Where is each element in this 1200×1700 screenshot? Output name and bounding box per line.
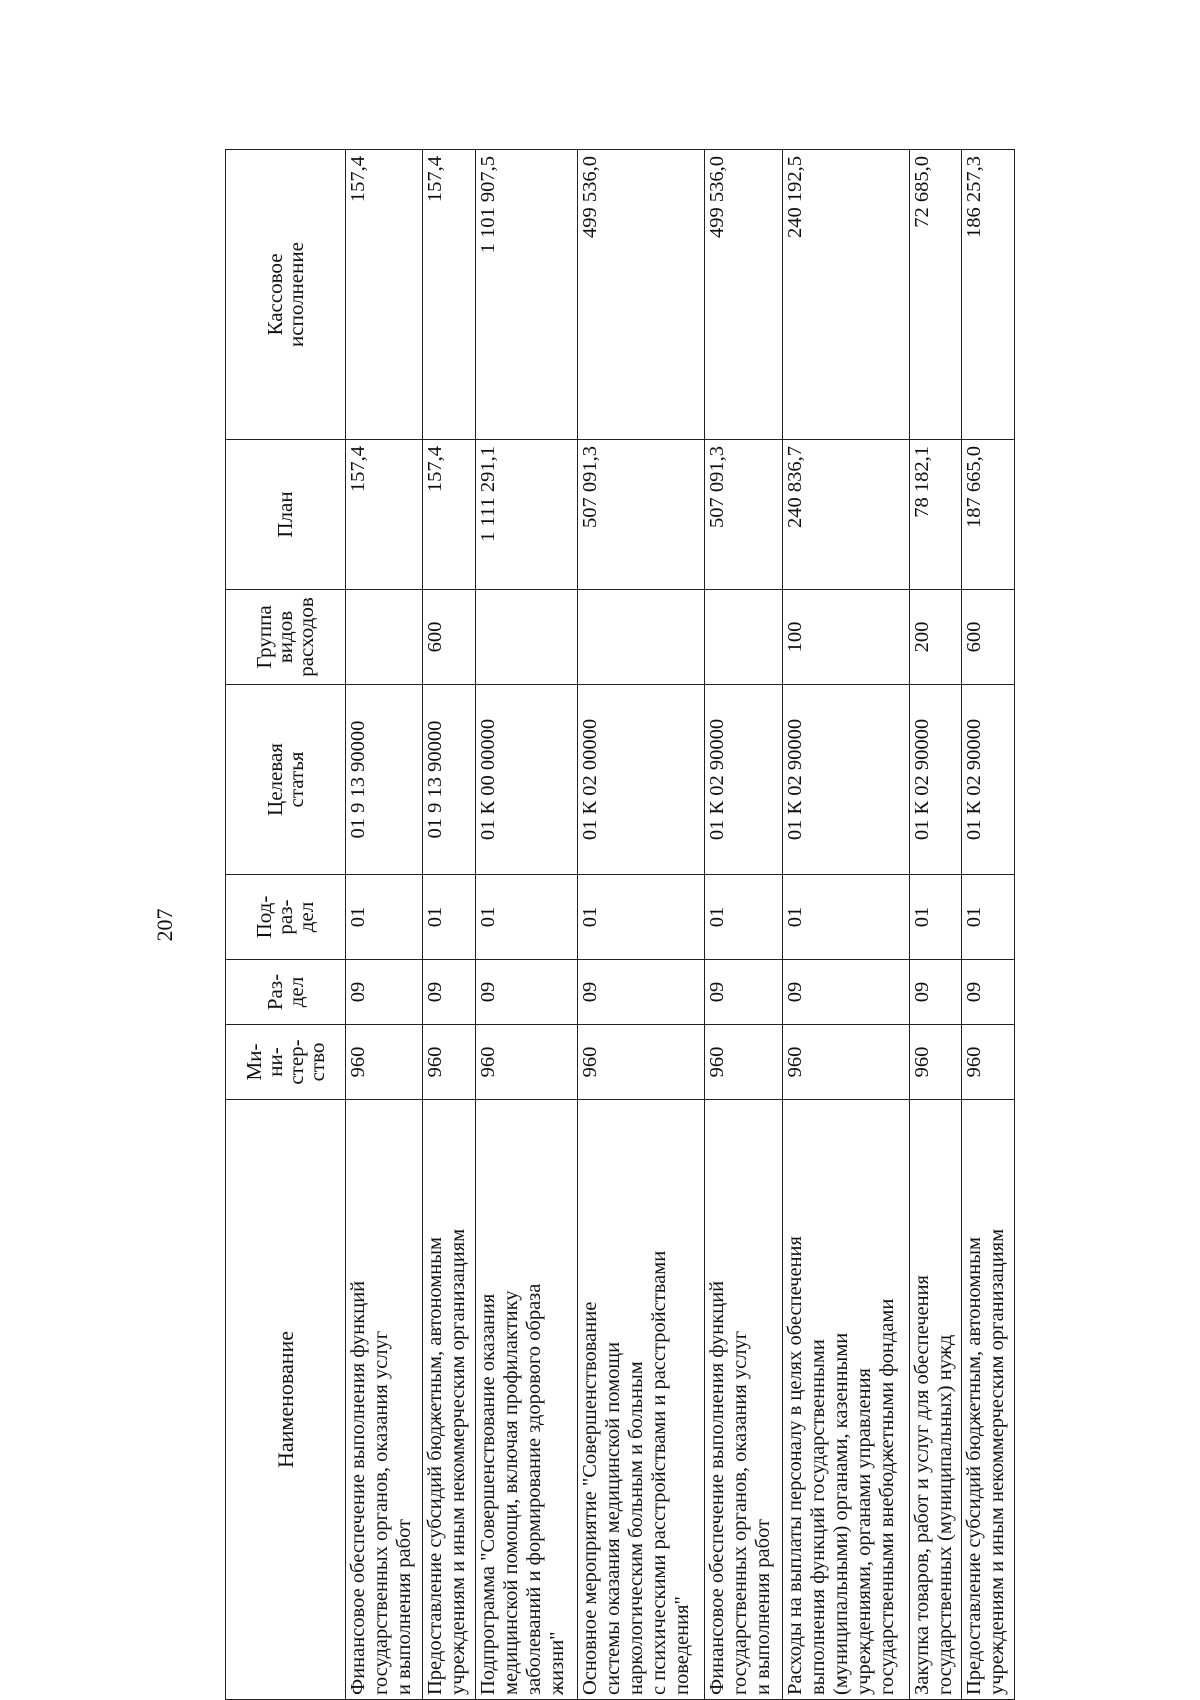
row-plan: 187 665,0 bbox=[962, 440, 1015, 590]
row-target: 01 К 02 90000 bbox=[909, 685, 962, 875]
row-name: Подпрограмма "Совершенствование оказания медицинской помощи, включая профилактику заболеваний и формирование здорового образа жизни" bbox=[476, 1100, 578, 1700]
row-name: Финансовое обеспечение выполнения функций государственных органов, оказания услуг и выполнения работ bbox=[705, 1100, 782, 1700]
row-section: 09 bbox=[476, 960, 578, 1025]
header-section: Раз- дел bbox=[226, 960, 346, 1025]
row-exec: 186 257,3 bbox=[962, 150, 1015, 440]
row-exec: 157,4 bbox=[423, 150, 476, 440]
table-row bbox=[962, 150, 1015, 1700]
row-exec: 499 536,0 bbox=[578, 150, 705, 440]
row-target: 01 К 02 90000 bbox=[782, 685, 909, 875]
table-row bbox=[476, 150, 578, 1700]
row-subsection: 01 bbox=[423, 875, 476, 960]
row-name: Закупка товаров, работ и услуг для обеспечения государственных (муниципальных) нужд bbox=[909, 1100, 962, 1700]
row-group: 600 bbox=[962, 590, 1015, 685]
header-exec: Кассовое исполнение bbox=[226, 150, 346, 440]
row-subsection: 01 bbox=[578, 875, 705, 960]
row-exec: 1 101 907,5 bbox=[476, 150, 578, 440]
row-exec: 499 536,0 bbox=[705, 150, 782, 440]
row-ministry: 960 bbox=[909, 1025, 962, 1100]
row-name: Предоставление субсидий бюджетным, автономным учреждениям и иным некоммерческим организациям bbox=[962, 1100, 1015, 1700]
row-name: Финансовое обеспечение выполнения функций государственных органов, оказания услуг и выполнения работ bbox=[346, 1100, 423, 1700]
page-number: 207 bbox=[152, 908, 177, 942]
table-row bbox=[782, 150, 909, 1700]
table-header-row bbox=[226, 150, 346, 1700]
row-exec: 157,4 bbox=[346, 150, 423, 440]
header-target: Целевая статья bbox=[226, 685, 346, 875]
table-row bbox=[423, 150, 476, 1700]
row-name: Основное мероприятие "Совершенствование системы оказания медицинской помощи наркологическим больным и больным с психическими расстройствами и расстройствами поведения" bbox=[578, 1100, 705, 1700]
row-group: 100 bbox=[782, 590, 909, 685]
table-row bbox=[909, 150, 962, 1700]
row-ministry: 960 bbox=[423, 1025, 476, 1100]
budget-table bbox=[225, 149, 1015, 1700]
row-plan: 507 091,3 bbox=[578, 440, 705, 590]
row-subsection: 01 bbox=[476, 875, 578, 960]
row-name: Предоставление субсидий бюджетным, автономным учреждениям и иным некоммерческим организациям bbox=[423, 1100, 476, 1700]
header-group: Группа видов расходов bbox=[226, 590, 346, 685]
header-subsection: Под- раз- дел bbox=[226, 875, 346, 960]
row-plan: 157,4 bbox=[423, 440, 476, 590]
row-exec: 72 685,0 bbox=[909, 150, 962, 440]
header-plan: План bbox=[226, 440, 346, 590]
row-exec: 240 192,5 bbox=[782, 150, 909, 440]
row-plan: 78 182,1 bbox=[909, 440, 962, 590]
row-plan: 240 836,7 bbox=[782, 440, 909, 590]
row-subsection: 01 bbox=[782, 875, 909, 960]
row-group: 200 bbox=[909, 590, 962, 685]
row-ministry: 960 bbox=[578, 1025, 705, 1100]
row-ministry: 960 bbox=[705, 1025, 782, 1100]
row-subsection: 01 bbox=[909, 875, 962, 960]
rotated-page bbox=[145, 150, 1009, 1700]
row-name: Расходы на выплаты персоналу в целях обеспечения выполнения функций государственными (муниципальными) органами, казенными учреждениями, органами управления государственными внебюджетными фондами bbox=[782, 1100, 909, 1700]
row-target: 01 К 02 00000 bbox=[578, 685, 705, 875]
row-group bbox=[476, 590, 578, 685]
row-plan: 1 111 291,1 bbox=[476, 440, 578, 590]
row-ministry: 960 bbox=[346, 1025, 423, 1100]
row-group bbox=[346, 590, 423, 685]
table-row bbox=[705, 150, 782, 1700]
row-subsection: 01 bbox=[346, 875, 423, 960]
row-ministry: 960 bbox=[962, 1025, 1015, 1100]
row-target: 01 К 00 00000 bbox=[476, 685, 578, 875]
row-section: 09 bbox=[578, 960, 705, 1025]
table-row bbox=[346, 150, 423, 1700]
row-subsection: 01 bbox=[962, 875, 1015, 960]
row-subsection: 01 bbox=[705, 875, 782, 960]
row-target: 01 К 02 90000 bbox=[962, 685, 1015, 875]
row-section: 09 bbox=[909, 960, 962, 1025]
row-section: 09 bbox=[962, 960, 1015, 1025]
row-section: 09 bbox=[346, 960, 423, 1025]
header-ministry: Ми- ни- стер- ство bbox=[226, 1025, 346, 1100]
row-section: 09 bbox=[705, 960, 782, 1025]
row-group bbox=[705, 590, 782, 685]
row-ministry: 960 bbox=[476, 1025, 578, 1100]
row-group: 600 bbox=[423, 590, 476, 685]
table-row bbox=[578, 150, 705, 1700]
row-section: 09 bbox=[423, 960, 476, 1025]
row-plan: 507 091,3 bbox=[705, 440, 782, 590]
row-group bbox=[578, 590, 705, 685]
row-target: 01 К 02 90000 bbox=[705, 685, 782, 875]
row-target: 01 9 13 90000 bbox=[346, 685, 423, 875]
row-ministry: 960 bbox=[782, 1025, 909, 1100]
row-target: 01 9 13 90000 bbox=[423, 685, 476, 875]
row-plan: 157,4 bbox=[346, 440, 423, 590]
row-section: 09 bbox=[782, 960, 909, 1025]
header-name: Наименование bbox=[226, 1100, 346, 1700]
